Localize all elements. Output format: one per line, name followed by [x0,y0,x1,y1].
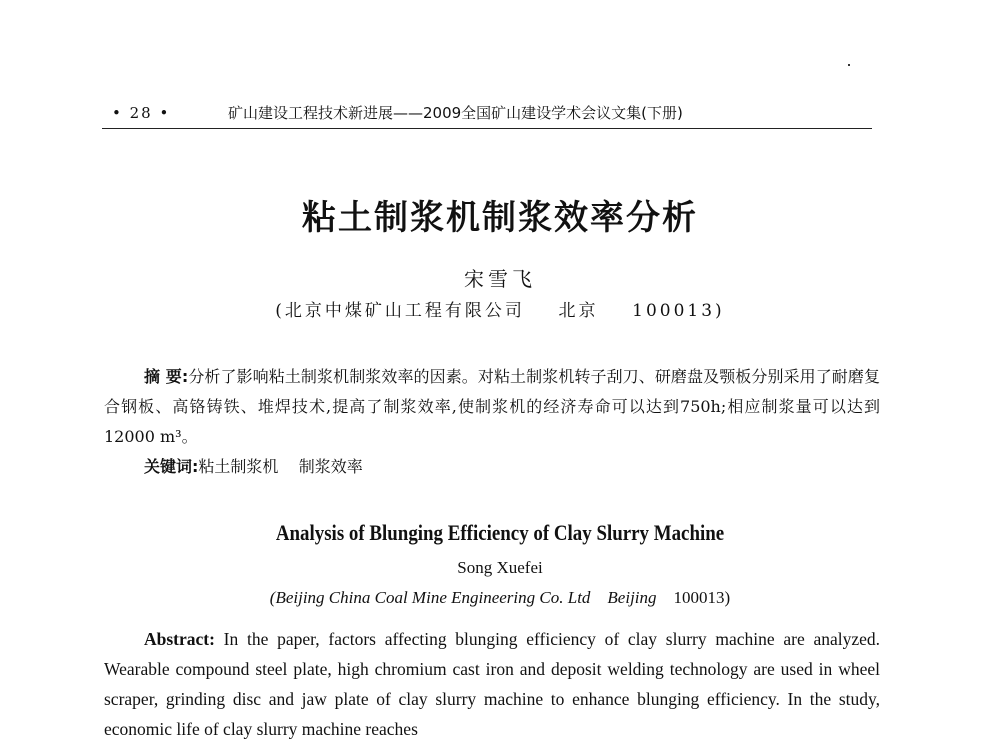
affiliation-en [0,588,1000,608]
affiliation-code-en: 100013) [656,588,731,607]
abstract-label-cn: 摘 要: [144,367,189,386]
running-title: 矿山建设工程技术新进展——2009全国矿山建设学术会议文集(下册) [228,104,683,122]
paper-title-en: Analysis of Blunging Efficiency of Clay Slurry Machine [275,520,725,545]
abstract-cn [104,362,880,452]
running-header [102,98,872,129]
scan-speck [848,64,850,66]
keywords-label-cn: 关键词: [144,457,199,476]
affiliation-cn: (北京中煤矿山工程有限公司 北京 100013) [275,301,725,321]
abstract-text-en: In the paper, factors affecting blunging efficiency of clay slurry machine are analyzed. Wearable compound steel plate, high chromium cast iron and deposit welding technology are used in wheel scraper, grinding disc and jaw plate of clay slurry machine to enhance blunging efficiency. In the study, economic life of clay slurry machine reaches [104,629,880,739]
page-number: • 28 • [112,104,171,122]
abstract-label-en: Abstract: [144,629,215,649]
author-cn: 宋雪飞 [464,267,536,291]
abstract-text-cn: 分析了影响粘土制浆机制浆效率的因素。对粘土制浆机转子刮刀、研磨盘及颚板分别采用了耐磨复合钢板、高铬铸铁、堆焊技术,提高了制浆效率,使制浆机的经济寿命可以达到750h;相应制浆量可以达到12000 m³。 [104,367,880,446]
abstract-en [104,624,880,744]
keywords-text-cn: 粘土制浆机 制浆效率 [198,457,363,476]
author-en: Song Xuefei [457,558,543,577]
keywords-cn [144,454,363,477]
affiliation-org-en: (Beijing China Coal Mine Engineering Co. Ltd Beijing [269,588,657,607]
paper-title-cn: 粘土制浆机制浆效率分析 [302,198,698,238]
